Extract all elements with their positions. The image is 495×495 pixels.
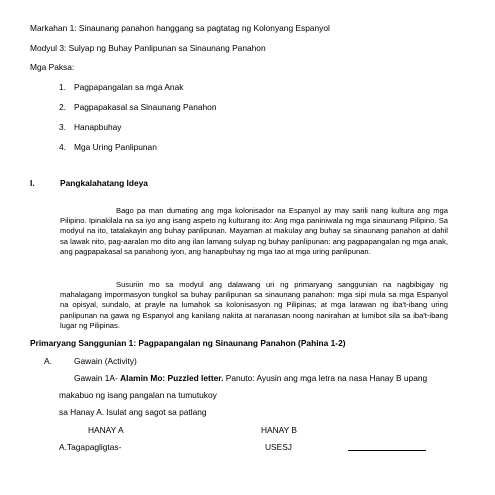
gawain-text: Panuto: Ayusin ang mga letra na nasa Hanay B upang — [223, 373, 428, 383]
answer-blank[interactable] — [348, 450, 426, 451]
markahan-heading: Markahan 1: Sinaunang panahon hanggang sa pagtatag ng Kolonyang Espanyol — [30, 23, 330, 33]
topic-number: 2. — [59, 102, 66, 112]
gawain-title: Alamin Mo: Puzzled letter. — [120, 373, 224, 383]
topic-label: Hanapbuhay — [74, 122, 122, 132]
section-title: Pangkalahatang Ideya — [60, 178, 148, 188]
gawain-instruction-line-2: makabuo ng isang pangalan na tumutukoy — [59, 390, 217, 400]
overview-paragraph-2: Susuriin mo sa modyul ang dalawang uri ng primaryang sanggunian na nagbibigay ng mahalagang impormasyon tungkol sa buhay panlipunan sa sinaunang panahon: mga sipi mula sa mga Espanyol na opisyal, sundalo, at prayle na lumahok sa kolonisasyon ng Pilipinas; at mga larawan ng iba't-ibang uring panlipunan na gawa ng Espanyol ang kanilang nakita at naranasan noong nanirahan at lumibot sila sa iba't-ibang lugar ng Pilipinas. — [60, 280, 448, 330]
topic-label: Mga Uring Panlipunan — [74, 142, 157, 152]
hanay-a-item: A.Tagapagligtas- — [59, 442, 122, 452]
gawain-prefix: Gawain 1A- — [74, 373, 121, 383]
gawain-instruction — [74, 373, 427, 383]
topic-number: 1. — [59, 82, 66, 92]
topic-label: Pagpapakasal sa Sinaunang Panahon — [74, 102, 217, 112]
primary-source-title: Primaryang Sanggunian 1: Pagpapangalan ng Sinaunang Panahon (Pahina 1-2) — [30, 338, 346, 348]
gawain-instruction-line-3: sa Hanay A. Isulat ang sagot sa patlang — [59, 407, 207, 417]
activity-label: Gawain (Activity) — [74, 356, 137, 366]
topic-number: 3. — [59, 122, 66, 132]
topic-label: Pagpapangalan sa mga Anak — [74, 82, 184, 92]
mga-paksa-label: Mga Paksa: — [30, 62, 75, 72]
hanay-a-header: HANAY A — [88, 425, 124, 435]
modyul-heading: Modyul 3: Sulyap ng Buhay Panlipunan sa Sinaunang Panahon — [30, 43, 266, 53]
topic-number: 4. — [59, 142, 66, 152]
activity-letter: A. — [44, 356, 52, 366]
section-number: I. — [30, 178, 35, 188]
hanay-b-item: USESJ — [265, 442, 292, 452]
hanay-b-header: HANAY B — [261, 425, 297, 435]
overview-paragraph-1: Bago pa man dumating ang mga kolonisador na Espanyol ay may sarili nang kultura ang mga Pilipino. Ipinakilala na sa iyo ang isang aspeto ng kulturang ito: Ang mga paniniwala ng mga sinaunang Pilipino. Sa modyul na ito, tatalakayin ang buhay panlipunan. Mayaman at makulay ang buhay sa sinaunang panahon at dahil sa lawak nito, pag-aaralan mo dito ang ilan lamang sulyap ng buhay panlipunan: ang pagpapangalan ng mga anak, ang pagpapakasal sa panahong iyon, ang hanapbuhay ng mga tao at mga uring panlipunan. — [60, 206, 448, 256]
